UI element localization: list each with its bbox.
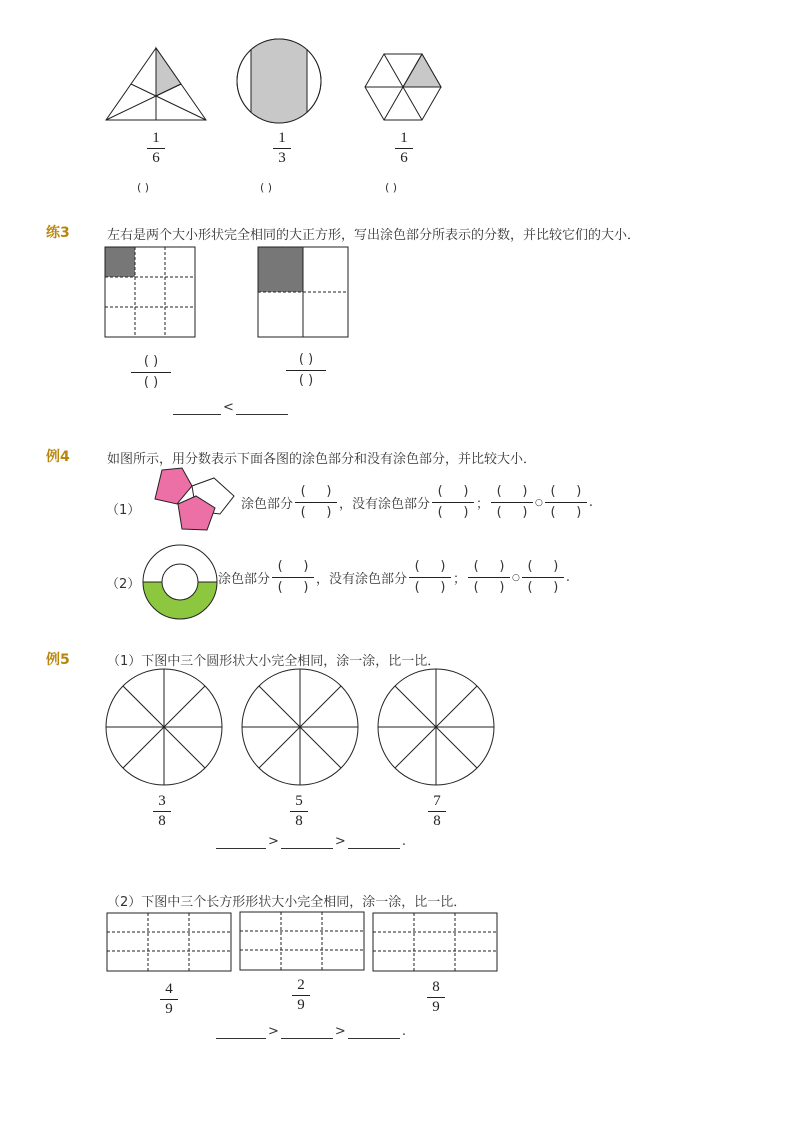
lian3-compare <box>172 400 289 415</box>
circle-compare-blank-2[interactable] <box>281 834 333 849</box>
row2-unshaded-fraction[interactable]: ( ) ( ) <box>409 559 451 596</box>
shaded-label: 涂色部分 <box>218 572 271 587</box>
triangle-answer-blank[interactable]: ( ) <box>137 181 150 194</box>
eighths-circle-3[interactable] <box>376 667 496 787</box>
shaded-label: 涂色部分 <box>241 497 294 512</box>
row2-compare-left[interactable]: ( ) ( ) <box>468 559 510 596</box>
circle-answer-blank[interactable]: ( ) <box>260 181 273 194</box>
compare-circle[interactable]: ○ <box>512 572 520 583</box>
compare-sign: < <box>223 400 234 415</box>
triangle-figure <box>105 46 207 122</box>
compare-circle[interactable]: ○ <box>535 497 543 508</box>
semicolon: ； <box>476 497 490 512</box>
rect-compare-blank-2[interactable] <box>281 1024 333 1039</box>
circle-fraction-7-8: 7 8 <box>425 793 449 830</box>
lian3-fraction-right[interactable]: ( ) ( ) <box>286 352 326 389</box>
period: . <box>565 570 571 585</box>
period: . <box>401 834 406 849</box>
ring-figure <box>142 544 218 620</box>
hexagon-fraction: 1 6 <box>392 130 416 167</box>
row1-unshaded-fraction[interactable]: ( ) ( ) <box>432 484 474 521</box>
square-grid-nine <box>104 246 196 338</box>
ninths-rect-1[interactable] <box>106 912 232 972</box>
rect-compare-blank-3[interactable] <box>348 1024 400 1039</box>
li4-row2 <box>217 559 571 596</box>
lian3-instruction: 左右是两个大小形状完全相同的大正方形，写出涂色部分所表示的分数，并比较它们的大小． <box>107 228 641 243</box>
lian3-fraction-left[interactable]: ( ) ( ) <box>131 354 171 391</box>
eighths-circle-1[interactable] <box>104 667 224 787</box>
square-grid-four <box>257 246 349 338</box>
li5-circle-compare <box>215 834 407 849</box>
gt-sign: > <box>268 834 279 849</box>
row1-shaded-fraction[interactable]: ( ) ( ) <box>295 484 337 521</box>
ninths-rect-3[interactable] <box>372 912 498 972</box>
rect-fraction-4-9: 4 9 <box>157 981 181 1018</box>
hexagon-answer-blank[interactable]: ( ) <box>385 181 398 194</box>
unshaded-label: ，没有涂色部分 <box>316 572 408 587</box>
circle-fraction: 1 3 <box>270 130 294 167</box>
period: . <box>588 495 594 510</box>
li5-part2-instruction: （2）下图中三个长方形形状大小完全相同，涂一涂，比一比． <box>107 895 467 910</box>
li4-item2-label: （2） <box>106 577 141 592</box>
rect-fraction-2-9: 2 9 <box>289 977 313 1014</box>
period: . <box>401 1024 406 1039</box>
compare-blank-left[interactable] <box>173 400 221 415</box>
li4-tag: 例4 <box>46 449 70 465</box>
circle-fraction-3-8: 3 8 <box>150 793 174 830</box>
gt-sign: > <box>334 834 346 849</box>
unshaded-label: ，没有涂色部分 <box>339 497 431 512</box>
hexagon-figure <box>364 52 442 122</box>
circle-compare-blank-3[interactable] <box>348 834 400 849</box>
lian3-tag: 练3 <box>46 225 70 241</box>
row2-shaded-fraction[interactable]: ( ) ( ) <box>272 559 314 596</box>
li5-part1-instruction: （1）下图中三个圆形状大小完全相同，涂一涂，比一比． <box>107 654 441 669</box>
rect-fraction-8-9: 8 9 <box>424 979 448 1016</box>
li4-row1 <box>240 484 594 521</box>
circle-compare-blank-1[interactable] <box>216 834 266 849</box>
row1-compare-left[interactable]: ( ) ( ) <box>491 484 533 521</box>
gt-sign: > <box>268 1024 279 1039</box>
li5-tag: 例5 <box>46 652 70 668</box>
ninths-rect-2[interactable] <box>239 911 365 971</box>
pentagon-shaded-top <box>155 468 192 504</box>
circle-figure <box>236 38 322 124</box>
li5-rect-compare <box>215 1024 407 1039</box>
eighths-circle-2[interactable] <box>240 667 360 787</box>
triangle-fraction: 1 6 <box>144 130 168 167</box>
row1-compare-right[interactable]: ( ) ( ) <box>545 484 587 521</box>
li4-instruction: 如图所示，用分数表示下面各图的涂色部分和没有涂色部分，并比较大小． <box>107 452 537 467</box>
semicolon: ； <box>453 572 467 587</box>
compare-blank-right[interactable] <box>236 400 288 415</box>
li4-item1-label: （1） <box>106 503 141 518</box>
pentagon-figure <box>140 466 246 550</box>
rect-compare-blank-1[interactable] <box>216 1024 266 1039</box>
circle-fraction-5-8: 5 8 <box>287 793 311 830</box>
gt-sign: > <box>334 1024 346 1039</box>
row2-compare-right[interactable]: ( ) ( ) <box>522 559 564 596</box>
